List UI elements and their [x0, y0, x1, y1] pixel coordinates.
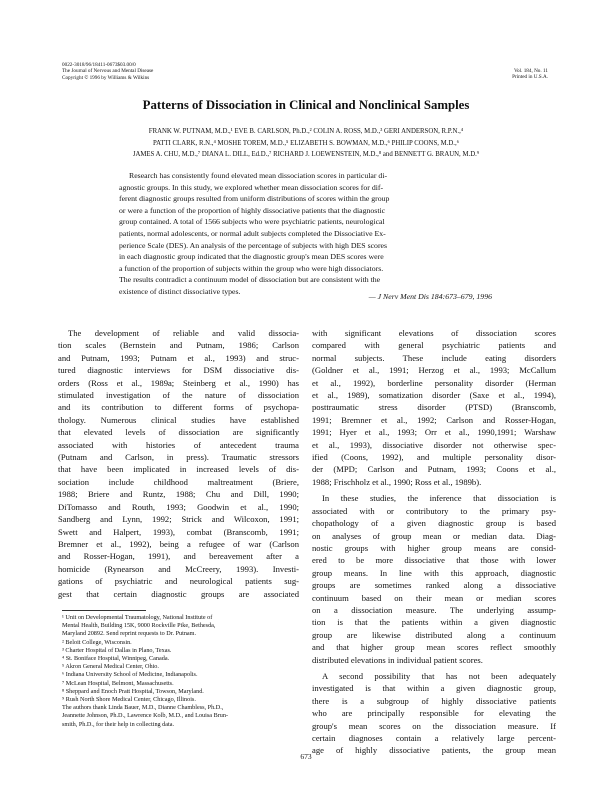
- text-line: compared with general psychiatric patients and: [312, 340, 556, 351]
- text-line: orders (Ross et al., 1989a; Steinberg et al., 1990) has: [58, 377, 299, 388]
- footnote-rule: [62, 610, 146, 611]
- text-line: and Rosser-Hogan, 1991), and bereavement after a: [58, 551, 299, 562]
- text-line: gest that certain diagnostic groups are associated: [58, 588, 299, 599]
- text-line: group are likewise distributed along a continuum: [312, 629, 556, 640]
- header-left-line: Copyright © 1996 by Williams & Wilkins: [62, 74, 150, 81]
- text-line: that have been implicated in increased levels of dis-: [58, 464, 299, 475]
- footnote-line: Jeannette Johnson, Ph.D., Lawrence Kolb, M.D., and Louisa Brun-: [62, 712, 228, 720]
- text-line: DiTomasso and Routh, 1993; Goodwin et al., 1990;: [58, 501, 299, 512]
- right-column: [312, 327, 556, 757]
- text-line: nostic groups with higher group means are consid-: [312, 542, 556, 553]
- abstract: [119, 170, 492, 298]
- text-line: 1991; Hyer et al., 1993; Orr et al., 1990,1991; Warshaw: [312, 427, 556, 438]
- body-paragraph: [312, 670, 556, 757]
- journal-header-right: [512, 68, 548, 81]
- header-left-line: 0022-3018/96/18411-0673$03.00/0: [62, 62, 136, 68]
- text-line: on analyses of group mean or median data. Diag-: [312, 530, 556, 541]
- abstract-line: a function of the proportion of subjects within the group who were high dissociators.: [119, 263, 384, 273]
- text-line: and its contribution to different forms of psychopa-: [58, 402, 299, 413]
- text-line: who are principally responsible for elevating the: [312, 708, 556, 719]
- text-line: there is a subgroup of highly dissociative patients: [312, 695, 556, 706]
- footnote-line: ¹ Unit on Developmental Traumatology, National Institute of: [62, 614, 213, 621]
- author-line: JAMES A. CHU, M.D.,⁷ DIANA L. DILL, Ed.D.,⁷ RICHARD J. LOEWENSTEIN, M.D.,⁸ and BENNETT G. BRAUN, M.D.⁹: [132, 151, 480, 158]
- text-line: thology. Numerous clinical studies have established: [58, 414, 299, 425]
- footnote-line: ⁷ McLean Hospital, Belmont, Massachusetts.: [62, 679, 174, 687]
- text-line: associated with or contributory to the primary psy-: [312, 505, 556, 516]
- text-line: (Putnam and Carlson, in press). Traumatic stressors: [58, 452, 299, 463]
- footnote-line: smith, Ph.D., for their help in collecting data.: [62, 720, 175, 728]
- footnote-line: ⁴ St. Boniface Hospital, Winnipeg, Canada.: [62, 655, 170, 663]
- text-line: and that higher group mean scores reflect smoothly: [312, 642, 556, 653]
- author-line: PATTI CLARK, R.N.,⁴ MOSHE TOREM, M.D.,⁵ ELIZABETH S. BOWMAN, M.D.,⁶ PHILIP COONS, M.D.,⁶: [152, 139, 460, 147]
- text-line: tion is that the patients within a given diagnostic: [312, 617, 556, 628]
- text-line: group's mean scores on the dissociation measure. If: [312, 720, 556, 731]
- footnote-line: ⁶ Indiana University School of Medicine, Indianapolis.: [62, 671, 198, 679]
- text-line: 1988; Briere and Runtz, 1988; Chu and Dill, 1990;: [58, 489, 299, 500]
- text-line: ified (Coons, 1992), and multiple personality disor-: [312, 452, 556, 463]
- abstract-line: existence of distinct dissociative types.: [119, 286, 241, 296]
- footnote-line: ³ Charter Hospital of Dallas in Plano, Texas.: [62, 646, 172, 654]
- text-line: tion scales (Bernstein and Putnam, 1986; Carlson: [58, 340, 299, 351]
- footnote-line: Maryland 20892. Send reprint requests to Dr. Putnam.: [62, 630, 197, 638]
- text-line: In these studies, the inference that dissociation is: [322, 493, 556, 504]
- journal-citation: — J Nerv Ment Dis 184:673–679, 1996: [368, 292, 492, 301]
- footnote-line: ⁵ Akron General Medical Center, Ohio.: [62, 663, 159, 671]
- footnotes: [62, 614, 299, 729]
- text-line: that elevated levels of dissociation are significantly: [58, 427, 299, 438]
- text-line: normal subjects. These include eating disorders: [312, 352, 556, 363]
- text-line: The development of reliable and valid dissocia-: [68, 328, 299, 338]
- text-line: stimulated investigation of the nature of dissociation: [58, 390, 299, 401]
- text-line: homicide (Rynearson and McCreery, 1993). Investi-: [58, 563, 299, 574]
- page-number: 673: [300, 752, 312, 761]
- header-left-line: The Journal of Nervous and Mental Disease: [62, 68, 154, 75]
- text-line: gations of psychiatric and neurological patients sug-: [58, 576, 299, 587]
- text-line: posttraumatic stress disorder (PTSD) (Branscomb,: [312, 402, 556, 413]
- text-line: with significant elevations of dissociation scores: [312, 328, 556, 338]
- footnote-line: ⁹ Rush North Shore Medical Center, Chicago, Illinois.: [62, 696, 196, 704]
- footnote-line: ⁸ Sheppard and Enoch Pratt Hospital, Towson, Maryland.: [62, 687, 204, 695]
- text-line: Swett and Halpert, 1993), combat (Branscomb, 1991;: [58, 526, 299, 537]
- text-line: 1991; Bremner et al., 1992; Carlson and Rosser-Hogan,: [312, 414, 556, 425]
- text-line: distributed elevations in individual patient scores.: [312, 654, 483, 665]
- text-line: sociation include childhood maltreatment (Briere,: [58, 476, 299, 487]
- text-line: group means. In line with this approach, diagnostic: [312, 567, 556, 578]
- text-line: ered to be more dissociative that those with lower: [312, 555, 556, 566]
- abstract-line: The results contradict a continuum model of dissociation but are consistent with the: [119, 275, 381, 285]
- text-line: associated with histories of antecedent trauma: [58, 439, 299, 450]
- text-line: et al., 1989), somatization disorder (Saxe et al., 1994),: [312, 390, 556, 401]
- text-line: groups are sometimes ranked along a dissociative: [312, 580, 556, 591]
- abstract-line: group contained. A total of 1566 subjects who were psychiatric patients, neurological: [119, 217, 385, 227]
- body-paragraph: [312, 327, 556, 488]
- text-line: on a dissociation measure. The underlying assump-: [312, 604, 556, 615]
- text-line: investigated is that within a given diagnostic group,: [312, 683, 556, 694]
- text-line: 1988; Frischholz et al., 1990; Ross et al., 1989b).: [312, 476, 482, 487]
- text-line: et al., 1993), dissociative disorder not otherwise spec-: [312, 439, 556, 450]
- text-line: certain diagnoses contain a relatively large percent-: [312, 733, 556, 743]
- text-line: Sandberg and Lynn, 1992; Strick and Wilcoxon, 1991;: [58, 514, 299, 525]
- text-line: tured diagnostic interviews for DSM dissociative dis-: [58, 365, 299, 376]
- text-line: der (MPD; Carlson and Putnam, 1993; Coons et al.,: [312, 464, 556, 475]
- left-column: [58, 327, 299, 600]
- header-right-line: Vol. 184, No. 11: [513, 68, 548, 74]
- text-line: A second possibility that has not been adequately: [322, 670, 556, 681]
- abstract-line: patients, normal adolescents, or normal adult subjects completed the Dissociative Ex-: [119, 228, 386, 238]
- body-paragraph: [312, 492, 556, 666]
- footnote-line: Mental Health, Building 15K, 9000 Rockville Pike, Bethesda,: [62, 622, 216, 630]
- text-line: continuum based on their mean or median scores: [312, 592, 556, 603]
- text-line: (Goldner et al., 1991; Herzog et al., 1993; McCallum: [312, 365, 556, 376]
- text-line: age of highly dissociative patients, the group mean: [312, 745, 556, 756]
- abstract-line: ferent diagnostic groups resulted from uniform distributions of scores within the group: [119, 194, 390, 204]
- text-line: Bremner et al., 1992), being a refugee of war (Carlson: [58, 538, 299, 549]
- text-line: chopathology of a given diagnostic group is based: [312, 518, 556, 529]
- header-right-line: Printed in U.S.A.: [512, 74, 548, 81]
- author-line: FRANK W. PUTNAM, M.D.,¹ EVE B. CARLSON, Ph.D.,² COLIN A. ROSS, M.D.,³ GERI ANDERSON, R.P.N.,⁴: [148, 128, 464, 135]
- abstract-line: or were a function of the proportion of highly dissociative patients that the diagnostic: [119, 205, 386, 215]
- footnote-line: ² Beloit College, Wisconsin.: [62, 638, 132, 646]
- abstract-line: Research has consistently found elevated mean dissociation scores in particular di-: [129, 171, 388, 180]
- author-list: [60, 126, 552, 161]
- text-line: and Putnam, 1993; Putnam et al., 1993) and struc-: [58, 352, 299, 363]
- abstract-line: perience Scale (DES). An analysis of the percentage of subjects with high DES scores: [119, 240, 388, 250]
- body-paragraph: [58, 327, 299, 600]
- text-line: et al., 1992), borderline personality disorder (Herman: [312, 377, 556, 388]
- journal-header-left: [62, 62, 153, 81]
- abstract-line: agnostic groups. In this study, we explored whether mean dissociation scores for dif-: [119, 182, 384, 192]
- footnote-line: The authors thank Linda Bauer, M.D., Dianne Chambless, Ph.D.,: [62, 704, 224, 712]
- abstract-line: in each diagnostic group indicated that the diagnostic group's mean DES scores were: [119, 252, 384, 262]
- paper-title: Patterns of Dissociation in Clinical and Nonclinical Samples: [142, 98, 470, 112]
